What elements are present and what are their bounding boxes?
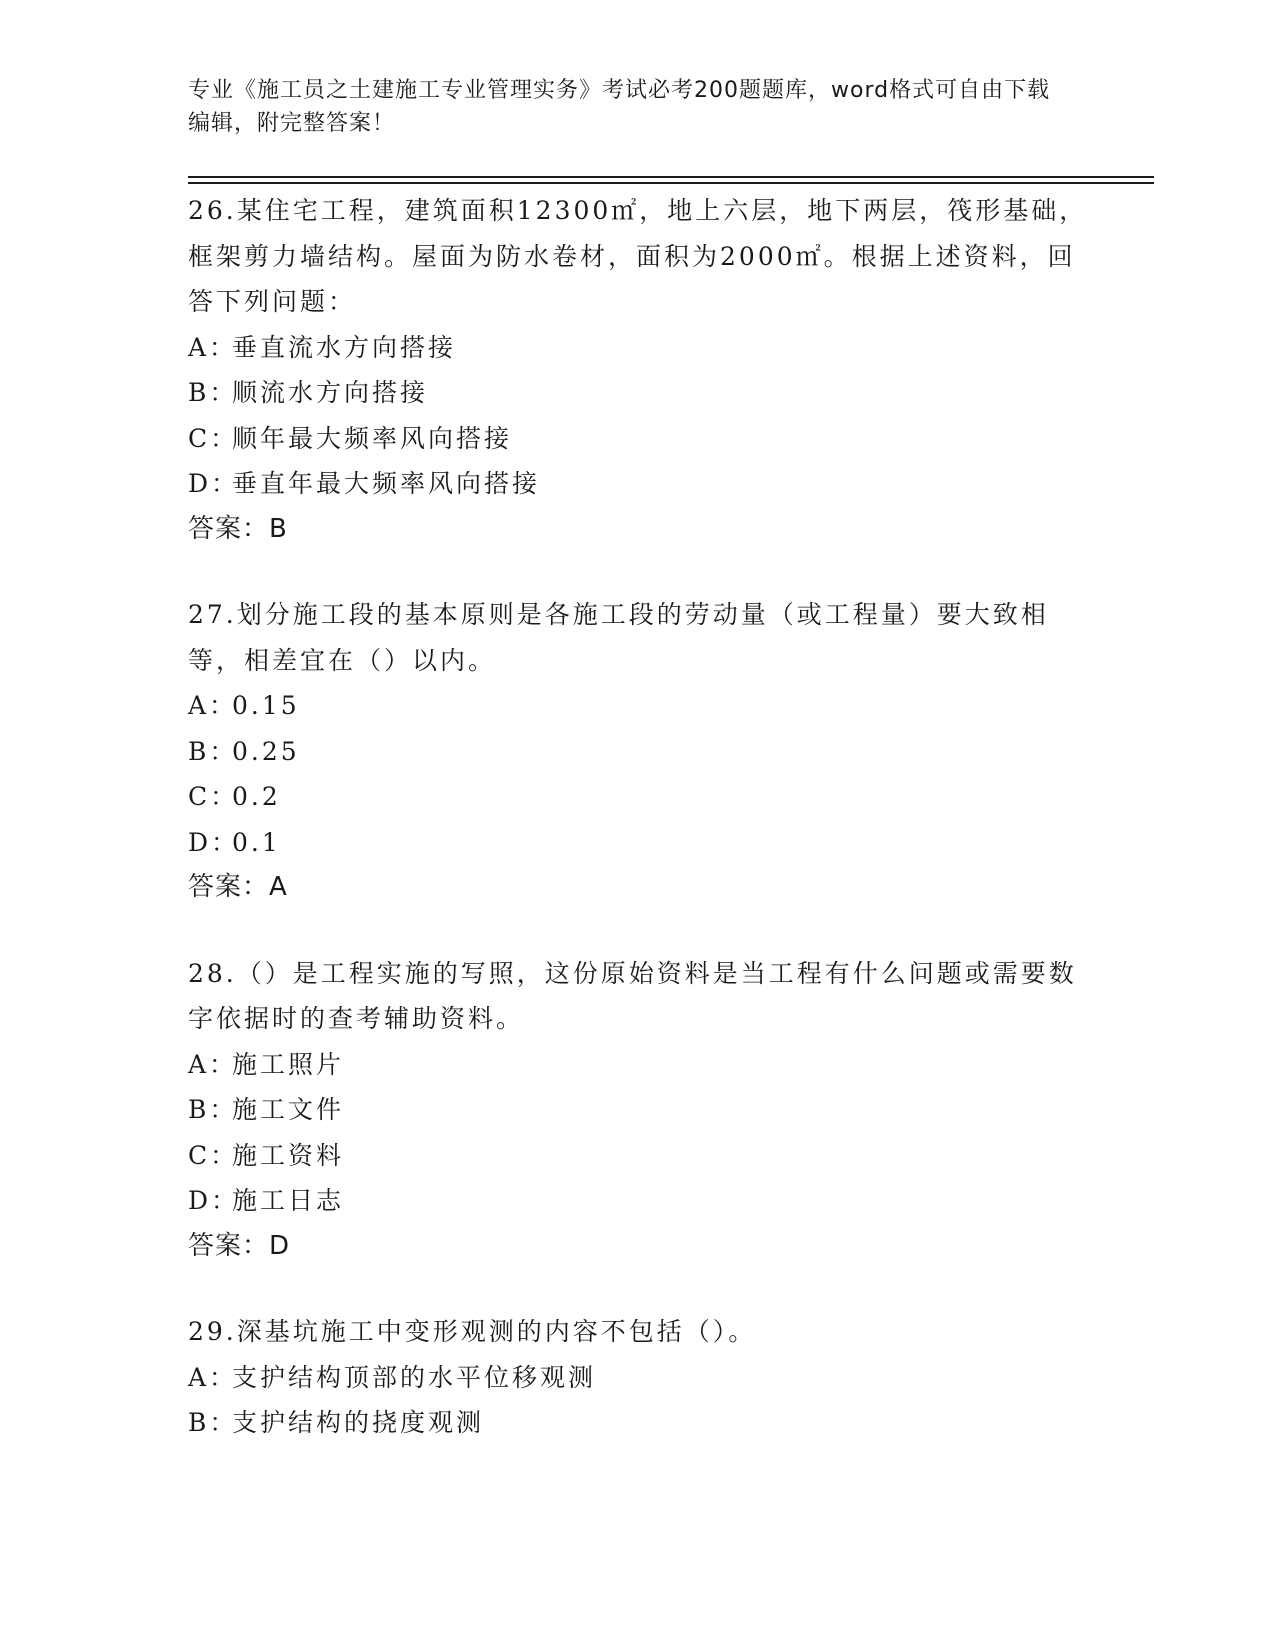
option-a bbox=[188, 1355, 1088, 1401]
option-text: 0.1 bbox=[232, 827, 281, 857]
option-text: 顺流水方向搭接 bbox=[232, 378, 429, 407]
option-letter: D： bbox=[188, 1186, 240, 1215]
option-d bbox=[188, 1178, 1088, 1224]
option-letter: A： bbox=[188, 332, 238, 362]
question-list bbox=[188, 188, 1088, 1486]
question-26 bbox=[188, 188, 1088, 552]
option-b bbox=[188, 1087, 1088, 1133]
option-d bbox=[188, 461, 1088, 507]
answer-line: 答案：D bbox=[188, 1230, 291, 1261]
question-text: 28.（）是工程实施的写照，这份原始资料是当工程有什么问题或需要数字依据时的查考辅助资料。 bbox=[188, 958, 1077, 1033]
option-text: 垂直年最大频率风向搭接 bbox=[232, 469, 541, 498]
question-text: 26.某住宅工程，建筑面积12300㎡，地上六层，地下两层，筏形基础，框架剪力墙结构。屋面为防水卷材，面积为2000㎡。根据上述资料，回答下列问题： bbox=[188, 196, 1088, 316]
header-divider-top bbox=[188, 176, 1154, 178]
option-a bbox=[188, 1042, 1088, 1088]
option-c bbox=[188, 416, 1088, 462]
option-letter: B： bbox=[188, 378, 238, 407]
option-text: 施工日志 bbox=[232, 1186, 345, 1215]
option-letter: D： bbox=[188, 469, 240, 498]
option-letter: C： bbox=[188, 423, 239, 453]
option-b bbox=[188, 729, 1088, 775]
option-c bbox=[188, 1133, 1088, 1179]
option-c bbox=[188, 774, 1088, 820]
option-letter: B： bbox=[188, 1095, 238, 1124]
option-letter: B： bbox=[188, 736, 238, 766]
answer-line: 答案：A bbox=[188, 872, 288, 902]
option-a bbox=[188, 325, 1088, 371]
question-text: 27.划分施工段的基本原则是各施工段的劳动量（或工程量）要大致相等，相差宜在（）以内。 bbox=[188, 600, 1049, 675]
option-b bbox=[188, 1400, 1088, 1446]
answer-line: 答案：B bbox=[188, 513, 288, 544]
option-text: 顺年最大频率风向搭接 bbox=[232, 423, 513, 453]
option-d bbox=[188, 820, 1088, 866]
option-text: 施工资料 bbox=[232, 1140, 345, 1170]
document-header: 专业《施工员之土建施工专业管理实务》考试必考200题题库，word格式可自由下载编辑，附完整答案！ bbox=[188, 78, 1051, 136]
option-letter: D： bbox=[188, 827, 240, 857]
option-a bbox=[188, 683, 1088, 729]
option-text: 施工文件 bbox=[232, 1095, 345, 1124]
question-28 bbox=[188, 951, 1088, 1270]
option-text: 施工照片 bbox=[232, 1049, 345, 1079]
option-text: 垂直流水方向搭接 bbox=[232, 332, 457, 362]
option-letter: B： bbox=[188, 1408, 238, 1437]
question-29 bbox=[188, 1309, 1088, 1446]
option-letter: A： bbox=[188, 1362, 238, 1392]
option-text: 支护结构顶部的水平位移观测 bbox=[232, 1362, 597, 1392]
option-text: 0.15 bbox=[232, 691, 300, 720]
question-text: 29.深基坑施工中变形观测的内容不包括（）。 bbox=[188, 1317, 757, 1346]
question-27 bbox=[188, 592, 1088, 911]
option-letter: C： bbox=[188, 782, 239, 811]
option-letter: A： bbox=[188, 691, 238, 720]
option-text: 0.25 bbox=[232, 736, 300, 766]
option-letter: C： bbox=[188, 1140, 239, 1170]
option-b bbox=[188, 370, 1088, 416]
header-divider-bottom bbox=[188, 182, 1154, 184]
option-text: 支护结构的挠度观测 bbox=[232, 1408, 485, 1437]
option-letter: A： bbox=[188, 1049, 238, 1079]
option-text: 0.2 bbox=[232, 782, 281, 811]
